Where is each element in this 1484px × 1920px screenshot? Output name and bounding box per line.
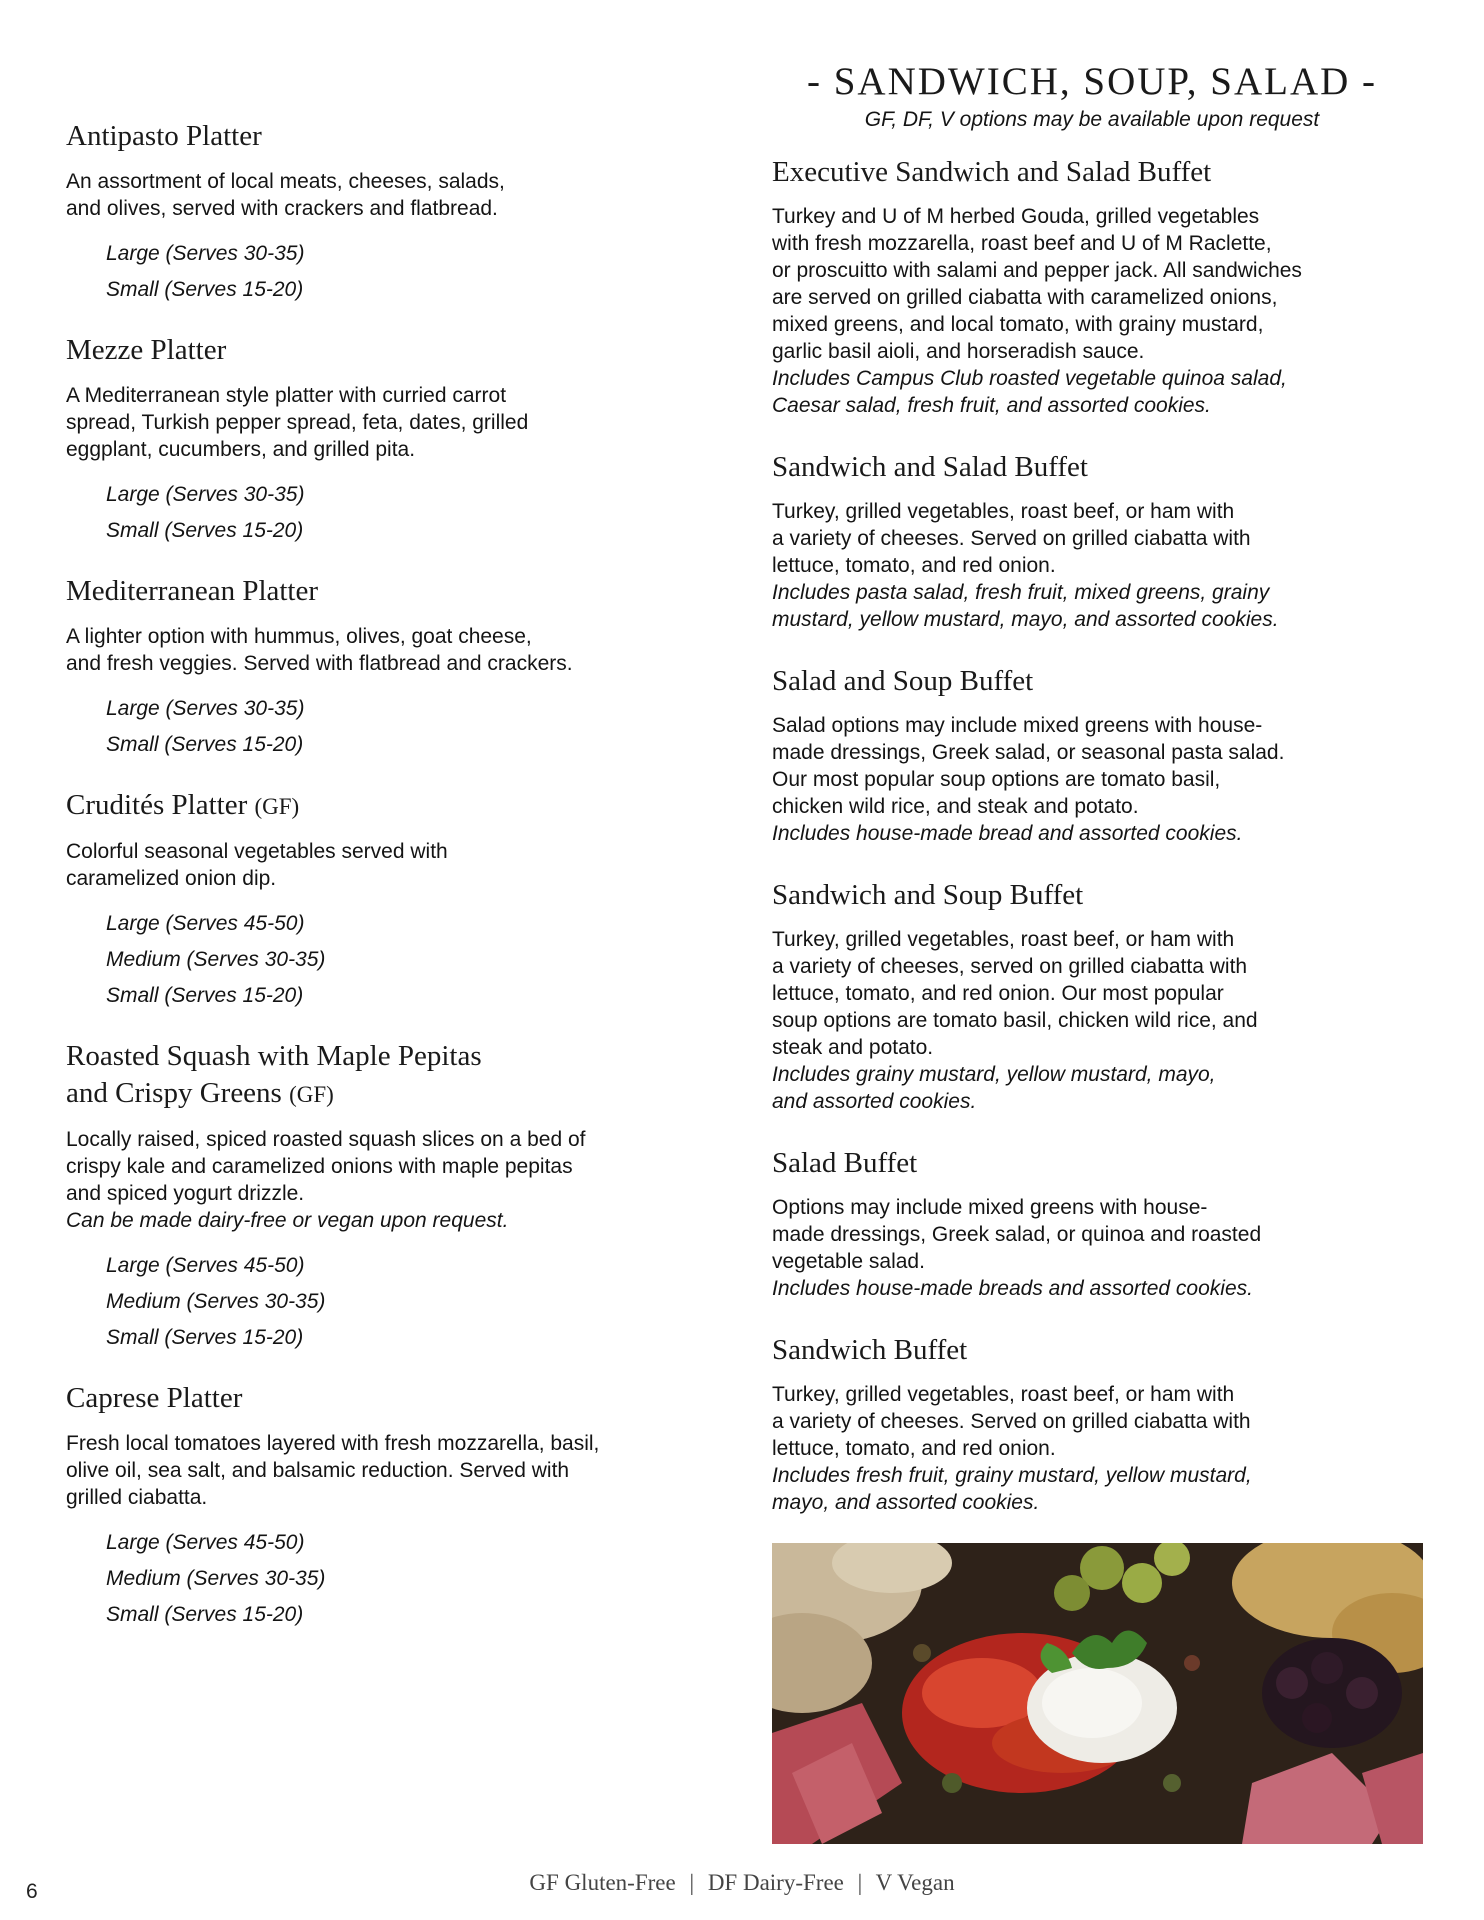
- size-option: Small (Serves 15-20): [106, 984, 304, 1007]
- item-title: Executive Sandwich and Salad Buffet: [772, 156, 1212, 188]
- item-note: Includes fresh fruit, grainy mustard, yellow mustard, mayo, and assorted cookies.: [772, 1464, 1252, 1514]
- gluten-free-tag: (GF): [254, 794, 300, 819]
- menu-item: [772, 663, 1412, 847]
- right-column: [772, 58, 1412, 1546]
- size-option: Medium (Serves 30-35): [106, 948, 326, 971]
- item-title: Roasted Squash with Maple Pepitas and Crispy Greens (GF): [66, 1040, 482, 1109]
- legend-dairy-free: DF Dairy-Free: [707, 1870, 844, 1895]
- size-list: [106, 1248, 706, 1356]
- item-description: Options may include mixed greens with house- made dressings, Greek salad, or quinoa and roasted vegetable salad.: [772, 1196, 1262, 1273]
- legend-vegan: V Vegan: [875, 1870, 955, 1895]
- platter-photo-illustration: [772, 1543, 1423, 1844]
- size-option: Large (Serves 30-35): [106, 483, 305, 506]
- legend-separator: |: [689, 1870, 695, 1895]
- item-description: Turkey, grilled vegetables, roast beef, or ham with a variety of cheeses, served on grilled ciabatta with lettuce, tomato, and red onion. Our most popular soup options are tomato basil, chicken wild rice, and steak and potato.: [772, 928, 1258, 1059]
- item-description: A lighter option with hummus, olives, goat cheese, and fresh veggies. Served with flatbread and crackers.: [66, 625, 573, 675]
- item-title: Mezze Platter: [66, 334, 227, 366]
- item-title: Antipasto Platter: [66, 120, 262, 152]
- menu-item: [772, 877, 1412, 1115]
- size-option: Small (Serves 15-20): [106, 278, 304, 301]
- legend-separator: |: [857, 1870, 863, 1895]
- item-description: A Mediterranean style platter with curried carrot spread, Turkish pepper spread, feta, dates, grilled eggplant, cucumbers, and grilled pita.: [66, 384, 529, 461]
- item-title: Crudités Platter (GF): [66, 789, 300, 821]
- item-description: Turkey, grilled vegetables, roast beef, or ham with a variety of cheeses. Served on grilled ciabatta with lettuce, tomato, and red onion.: [772, 1383, 1251, 1460]
- item-title: Sandwich and Soup Buffet: [772, 879, 1084, 911]
- menu-item: [66, 332, 706, 549]
- section-subtitle: GF, DF, V options may be available upon request: [864, 108, 1320, 131]
- size-list: [106, 691, 706, 763]
- item-title: Mediterranean Platter: [66, 575, 319, 607]
- item-description: Salad options may include mixed greens with house- made dressings, Greek salad, or seasonal pasta salad. Our most popular soup options are tomato basil, chicken wild rice, and steak and potato.: [772, 714, 1285, 818]
- menu-item: [772, 449, 1412, 633]
- menu-item: [772, 154, 1412, 419]
- item-description: Fresh local tomatoes layered with fresh mozzarella, basil, olive oil, sea salt, and balsamic reduction. Served with grilled ciabatta.: [66, 1432, 600, 1509]
- item-note: Includes house-made breads and assorted cookies.: [772, 1277, 1253, 1300]
- item-note: Includes grainy mustard, yellow mustard, mayo, and assorted cookies.: [772, 1063, 1216, 1113]
- item-note: Can be made dairy-free or vegan upon request.: [66, 1209, 509, 1232]
- page-number: 6: [26, 1880, 38, 1903]
- menu-item: [66, 787, 706, 1014]
- item-description: Locally raised, spiced roasted squash slices on a bed of crispy kale and caramelized onions with maple pepitas and spiced yogurt drizzle.: [66, 1128, 586, 1205]
- menu-item: [66, 118, 706, 308]
- size-option: Medium (Serves 30-35): [106, 1567, 326, 1590]
- size-list: [106, 1525, 706, 1633]
- size-option: Large (Serves 30-35): [106, 242, 305, 265]
- item-title: Sandwich Buffet: [772, 1334, 968, 1366]
- item-title: Salad and Soup Buffet: [772, 665, 1034, 697]
- menu-item: [772, 1145, 1412, 1302]
- item-description: Turkey, grilled vegetables, roast beef, or ham with a variety of cheeses. Served on grilled ciabatta with lettuce, tomato, and red onion.: [772, 500, 1251, 577]
- item-description: Turkey and U of M herbed Gouda, grilled vegetables with fresh mozzarella, roast beef and U of M Raclette, or proscuitto with salami and pepper jack. All sandwiches are served on grilled ciabatta with caramelized onions, mixed greens, and local tomato, with grainy mustard, garlic basil aioli, and horseradish sauce.: [772, 205, 1302, 363]
- legend-gluten-free: GF Gluten-Free: [529, 1870, 676, 1895]
- menu-item: [66, 1380, 706, 1633]
- item-note: Includes pasta salad, fresh fruit, mixed greens, grainy mustard, yellow mustard, mayo, and assorted cookies.: [772, 581, 1279, 631]
- section-title: - SANDWICH, SOUP, SALAD -: [806, 60, 1378, 103]
- item-description: Colorful seasonal vegetables served with caramelized onion dip.: [66, 840, 448, 890]
- menu-item: [66, 573, 706, 763]
- size-option: Small (Serves 15-20): [106, 1603, 304, 1626]
- item-description: An assortment of local meats, cheeses, salads, and olives, served with crackers and flatbread.: [66, 170, 505, 220]
- size-option: Large (Serves 45-50): [106, 1531, 305, 1554]
- item-note: Includes house-made bread and assorted cookies.: [772, 822, 1243, 845]
- size-option: Small (Serves 15-20): [106, 1326, 304, 1349]
- size-option: Medium (Serves 30-35): [106, 1290, 326, 1313]
- size-list: [106, 906, 706, 1014]
- size-list: [106, 477, 706, 549]
- size-option: Large (Serves 45-50): [106, 912, 305, 935]
- menu-item: [66, 1038, 706, 1356]
- platter-photo: [772, 1543, 1423, 1844]
- size-option: Large (Serves 30-35): [106, 697, 305, 720]
- left-column: [66, 118, 706, 1657]
- item-title: Sandwich and Salad Buffet: [772, 451, 1088, 483]
- dietary-legend: [0, 1870, 1484, 1896]
- size-option: Small (Serves 15-20): [106, 519, 304, 542]
- item-title: Salad Buffet: [772, 1147, 918, 1179]
- item-note: Includes Campus Club roasted vegetable quinoa salad, Caesar salad, fresh fruit, and assorted cookies.: [772, 367, 1287, 417]
- size-option: Small (Serves 15-20): [106, 733, 304, 756]
- size-option: Large (Serves 45-50): [106, 1254, 305, 1277]
- item-title: Caprese Platter: [66, 1382, 243, 1414]
- menu-item: [772, 1332, 1412, 1516]
- size-list: [106, 236, 706, 308]
- gluten-free-tag: (GF): [289, 1082, 334, 1107]
